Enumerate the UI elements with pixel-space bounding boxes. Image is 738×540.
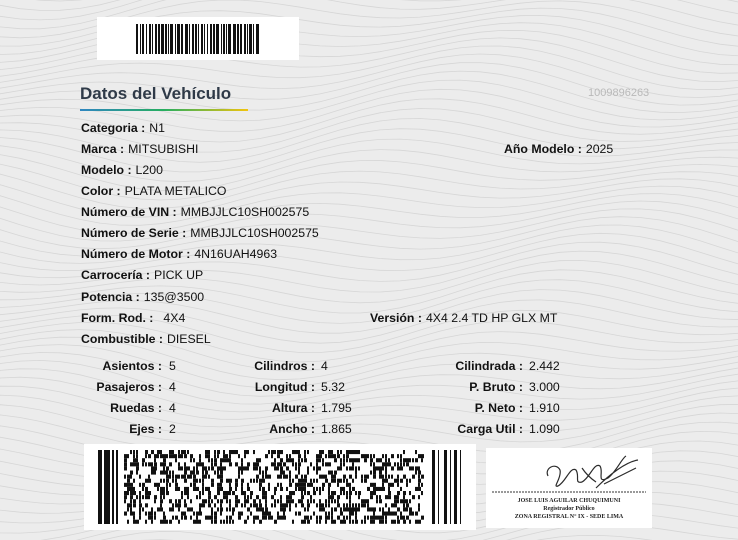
field-value: 4X4 2.4 TD HP GLX MT <box>425 311 558 325</box>
field-value: 2025 <box>585 142 614 156</box>
spec-label: P. Neto : <box>474 401 523 415</box>
section-title: Datos del Vehículo <box>80 84 232 103</box>
field-value: PICK UP <box>154 268 204 282</box>
spec-label: Pasajeros : <box>96 380 162 394</box>
field-label: Número de VIN : <box>81 205 177 219</box>
field-value: 135@3500 <box>143 290 205 304</box>
field-value: MMBJJLC10SH002575 <box>190 226 319 240</box>
title-underline <box>80 109 248 111</box>
field-motor <box>81 247 277 261</box>
spec-label: Ejes : <box>129 422 162 436</box>
spec-value: 4 <box>321 359 328 373</box>
document-number: 1009896263 <box>588 87 650 99</box>
field-potencia <box>81 290 204 304</box>
field-value: MITSUBISHI <box>128 142 199 156</box>
spec-label: Ancho : <box>269 422 315 436</box>
field-color <box>81 184 226 198</box>
spec-value: 2 <box>169 422 176 436</box>
field-label: Form. Rod. : <box>81 311 154 325</box>
field-vin <box>81 205 309 219</box>
spec-value: 2.442 <box>529 359 560 373</box>
field-label: Color : <box>81 184 121 198</box>
field-value: N1 <box>149 121 165 135</box>
spec-value: 1.865 <box>321 422 352 436</box>
field-version <box>370 311 557 325</box>
field-label: Modelo : <box>81 163 132 177</box>
spec-value: 4 <box>169 401 176 415</box>
spec-value: 3.000 <box>529 380 560 394</box>
field-modelo <box>81 163 163 177</box>
field-label: Número de Motor : <box>81 247 191 261</box>
field-label: Potencia : <box>81 290 140 304</box>
top-barcode <box>97 17 299 60</box>
field-label: Año Modelo : <box>504 142 582 156</box>
spec-label: Cilindros : <box>254 359 315 373</box>
spec-row-4 <box>0 422 738 438</box>
signatory-role: Registrador Público <box>543 506 595 512</box>
signatory-office: ZONA REGISTRAL N° IX - SEDE LIMA <box>514 514 624 520</box>
field-label: Marca : <box>81 142 125 156</box>
spec-row-2 <box>0 380 738 396</box>
spec-value: 4 <box>169 380 176 394</box>
spec-label: Longitud : <box>254 380 315 394</box>
field-label: Versión : <box>370 311 422 325</box>
field-label: Número de Serie : <box>81 226 187 240</box>
field-carroceria <box>81 268 203 282</box>
field-value: 4N16UAH4963 <box>194 247 278 261</box>
field-label: Carrocería : <box>81 268 151 282</box>
field-serie <box>81 226 319 240</box>
spec-label: Carga Util : <box>457 422 523 436</box>
spec-row-1 <box>0 359 738 375</box>
signature-block <box>486 448 652 528</box>
field-marca <box>81 142 198 156</box>
field-categoria <box>81 121 165 135</box>
signatory-name: JOSE LUIS AGUILAR CHUQUIMUNI <box>517 498 621 504</box>
spec-value: 5.32 <box>321 380 345 394</box>
spec-value: 5 <box>169 359 176 373</box>
pdf417-barcode <box>84 444 476 530</box>
field-label: Categoria : <box>81 121 146 135</box>
spec-label: P. Bruto : <box>469 380 523 394</box>
spec-value: 1.090 <box>529 422 560 436</box>
spec-label: Asientos : <box>102 359 162 373</box>
spec-label: Ruedas : <box>110 401 162 415</box>
field-value: PLATA METALICO <box>124 184 227 198</box>
spec-label: Altura : <box>271 401 315 415</box>
spec-value: 1.795 <box>321 401 352 415</box>
field-value: MMBJJLC10SH002575 <box>180 205 310 219</box>
spec-row-3 <box>0 401 738 417</box>
field-value: DIESEL <box>166 332 211 346</box>
field-label: Combustible : <box>81 332 163 346</box>
spec-label: Cilindrada : <box>455 359 523 373</box>
field-value: 4X4 <box>163 311 186 325</box>
field-value: L200 <box>135 163 163 177</box>
field-form-rod <box>81 311 185 325</box>
spec-value: 1.910 <box>529 401 560 415</box>
field-combustible <box>81 332 211 346</box>
field-anio-modelo <box>504 142 613 156</box>
